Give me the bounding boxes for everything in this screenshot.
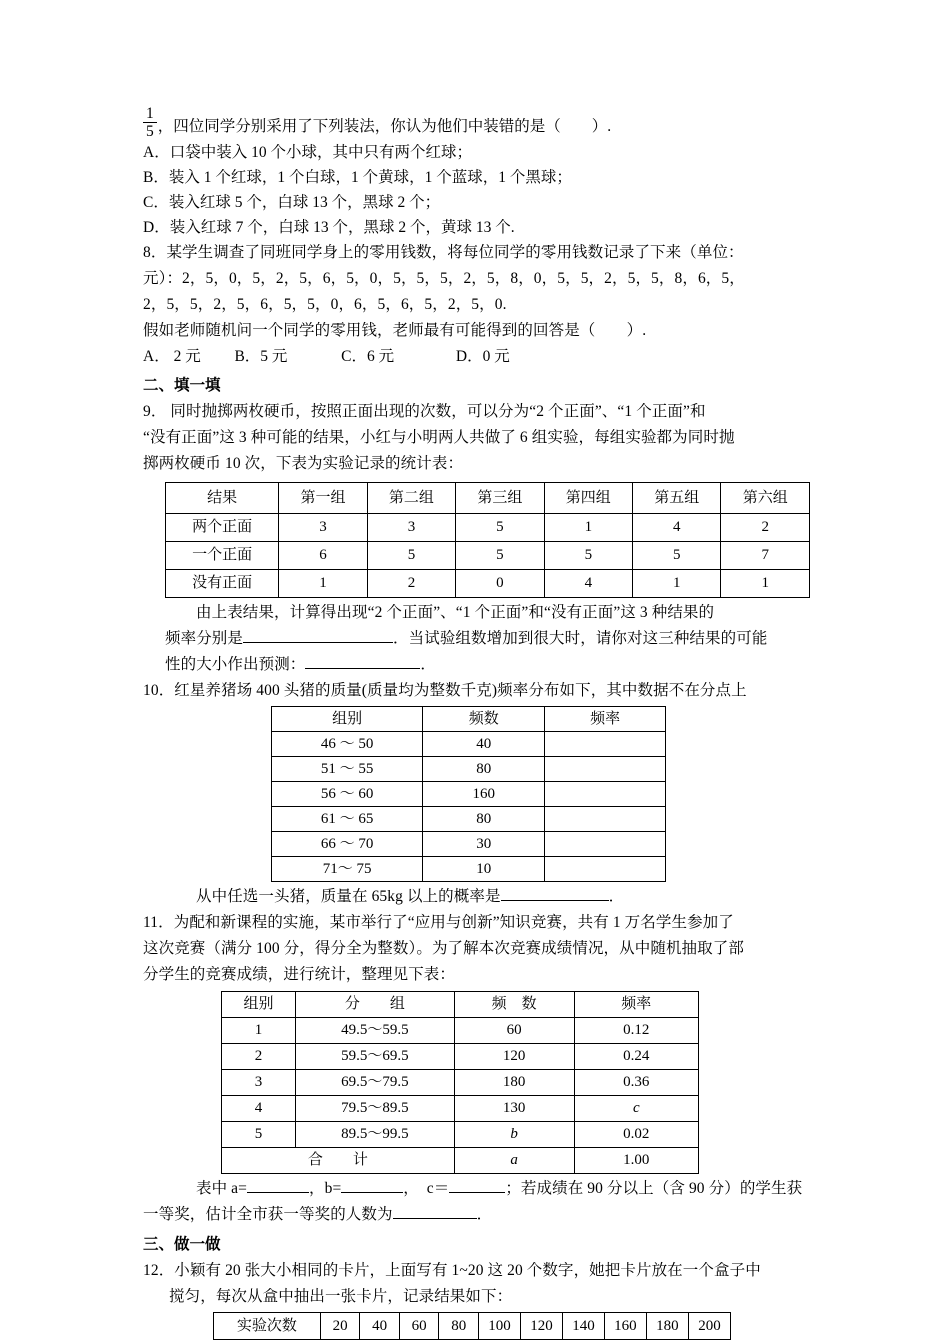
- pig-group-5: 71～ 75: [272, 857, 423, 882]
- coin-header-group-6: 第六组: [721, 483, 810, 514]
- score-group-3: 4: [222, 1096, 296, 1122]
- table-row: [272, 832, 666, 857]
- answer-blank-prediction[interactable]: [305, 653, 420, 669]
- pig-rate-2[interactable]: [545, 782, 666, 807]
- coin-row-label-0: 两个正面: [166, 514, 279, 542]
- competition-score-table: [221, 991, 699, 1174]
- table-row: [272, 757, 666, 782]
- question-11-line-1: 11．为配和新课程的实施，某市举行了“应用与创新”知识竞赛，共有 1 万名学生参加了: [143, 914, 734, 931]
- question-8-line-1: 8．某学生调查了同班同学身上的零用钱数，将每位同学的零用钱数记录了下来（单位：: [143, 244, 744, 261]
- question-8-option-a: A． 2 元: [143, 348, 201, 365]
- score-rate-2: 0.36: [574, 1070, 698, 1096]
- table-row: [214, 1313, 731, 1340]
- question-10-stem: 10．红星养猪场 400 头猪的质量(质量均为整数千克)频率分布如下，其中数据不在分点上: [143, 682, 747, 699]
- answer-blank-first-prize-count[interactable]: [393, 1203, 477, 1219]
- trials-value-3: 80: [439, 1313, 479, 1340]
- score-total-frequency: a: [454, 1148, 574, 1174]
- answer-blank-c[interactable]: [449, 1177, 505, 1193]
- question-10-after-text: ．: [608, 888, 625, 905]
- coin-cell-0-3: 1: [544, 514, 632, 542]
- trials-value-1: 40: [360, 1313, 400, 1340]
- trials-value-8: 180: [646, 1313, 688, 1340]
- question-7-option-a: A．口袋中装入 10 个小球，其中只有两个红球；: [143, 144, 472, 161]
- table-row: [222, 1018, 699, 1044]
- fraction-numerator: 1: [146, 105, 154, 122]
- question-7-stem: [143, 104, 820, 140]
- table-row: [272, 782, 666, 807]
- question-7-option-b: B．装入 1 个红球，1 个白球，1 个黄球，1 个蓝球，1 个黑球；: [143, 169, 572, 186]
- coin-header-group-3: 第三组: [456, 483, 544, 514]
- question-9-blank-label-2: 性的大小作出预测：: [165, 656, 306, 673]
- pig-rate-5[interactable]: [545, 857, 666, 882]
- coin-cell-2-2: 0: [456, 570, 544, 598]
- pig-freq-1: 80: [423, 757, 545, 782]
- score-freq-3: 130: [454, 1096, 574, 1122]
- pig-group-4: 66 ～ 70: [272, 832, 423, 857]
- question-11-after-text-2: ．: [476, 1206, 493, 1223]
- score-range-4: 89.5～99.5: [296, 1122, 455, 1148]
- question-9-line-1: 9． 同时抛掷两枚硬币，按照正面出现的次数，可以分为“2 个正面”、“1 个正面”和: [143, 403, 706, 420]
- table-header-row: [272, 707, 666, 732]
- score-freq-2: 180: [454, 1070, 574, 1096]
- coin-header-group-2: 第二组: [367, 483, 455, 514]
- score-total-label: 合 计: [222, 1148, 455, 1174]
- pig-freq-3: 80: [423, 807, 545, 832]
- trials-value-4: 100: [478, 1313, 520, 1340]
- table-row: [222, 1044, 699, 1070]
- table-row: [272, 732, 666, 757]
- question-11-blank-label-2: 一等奖，估计全市获一等奖的人数为: [143, 1206, 393, 1223]
- table-row: [222, 1070, 699, 1096]
- answer-blank-b[interactable]: [341, 1177, 403, 1193]
- question-12-line-2: 搅匀，每次从盒中抽出一张卡片，记录结果如下：: [169, 1288, 513, 1305]
- table-header-row: [222, 992, 699, 1018]
- pig-group-1: 51 ～ 55: [272, 757, 423, 782]
- question-8-options: [143, 344, 820, 369]
- pig-rate-4[interactable]: [545, 832, 666, 857]
- pig-header-group: 组别: [272, 707, 423, 732]
- score-header-group: 组别: [222, 992, 296, 1018]
- pig-group-3: 61 ～ 65: [272, 807, 423, 832]
- table-row: [272, 857, 666, 882]
- question-7-option-c: C．装入红球 5 个，白球 13 个，黑球 2 个；: [143, 194, 441, 211]
- question-11-after-text-1: ；若成绩在 90 分以上（含 90 分）的学生获: [505, 1180, 803, 1197]
- coin-cell-1-3: 5: [544, 542, 632, 570]
- coin-header-group-1: 第一组: [279, 483, 367, 514]
- coin-cell-2-4: 1: [633, 570, 721, 598]
- question-9-after-line-3: [143, 652, 820, 678]
- question-8-line-4: 假如老师随机问一个同学的零用钱，老师最有可能得到的回答是（ ）.: [143, 322, 647, 339]
- score-group-1: 2: [222, 1044, 296, 1070]
- fraction-denominator: 5: [143, 122, 157, 141]
- question-10-blank-label: 从中任选一头猪，质量在 65kg 以上的概率是: [196, 888, 501, 905]
- score-range-1: 59.5～69.5: [296, 1044, 455, 1070]
- coin-header-result: 结果: [166, 483, 279, 514]
- coin-header-group-5: 第五组: [633, 483, 721, 514]
- question-8-option-c: C．6 元: [341, 348, 395, 365]
- score-range-0: 49.5～59.5: [296, 1018, 455, 1044]
- coin-toss-table: [165, 482, 810, 598]
- score-header-frequency: 频 数: [454, 992, 574, 1018]
- trials-value-7: 160: [604, 1313, 646, 1340]
- coin-cell-1-2: 5: [456, 542, 544, 570]
- coin-cell-0-1: 3: [367, 514, 455, 542]
- question-11-label-a: 表中 a=: [196, 1180, 247, 1197]
- score-freq-1: 120: [454, 1044, 574, 1070]
- pig-freq-4: 30: [423, 832, 545, 857]
- score-rate-3: c: [574, 1096, 698, 1122]
- question-9-after-text-3: ．: [420, 656, 437, 673]
- trials-value-9: 200: [688, 1313, 730, 1340]
- score-rate-1: 0.24: [574, 1044, 698, 1070]
- coin-cell-0-2: 5: [456, 514, 544, 542]
- coin-cell-0-5: 2: [721, 514, 810, 542]
- question-8-option-b: B．5 元: [234, 348, 288, 365]
- table-row: [166, 542, 810, 570]
- coin-cell-2-3: 4: [544, 570, 632, 598]
- question-10-after-line: [143, 884, 820, 910]
- card-trials-table: [213, 1312, 731, 1340]
- trials-value-0: 20: [320, 1313, 360, 1340]
- answer-blank-frequencies[interactable]: [243, 627, 393, 643]
- question-9-blank-label-1: 频率分别是: [165, 630, 244, 647]
- section-heading-2: 二、填一填: [143, 377, 221, 394]
- question-11-line-2: 这次竞赛（满分 100 分，得分全为整数）。为了解本次竞赛成绩情况，从中随机抽取了部: [143, 940, 744, 957]
- table-row: [222, 1122, 699, 1148]
- question-11-after-line-1: [143, 1176, 820, 1202]
- coin-cell-1-0: 6: [279, 542, 367, 570]
- question-9-line-2: “没有正面”这 3 种可能的结果，小红与小明两人共做了 6 组实验，每组实验都为同时抛: [143, 429, 735, 446]
- table-row: [272, 807, 666, 832]
- table-header-row: [166, 483, 810, 514]
- trials-value-5: 120: [520, 1313, 562, 1340]
- pig-header-frequency: 频数: [423, 707, 545, 732]
- fraction-one-fifth: [143, 105, 157, 141]
- coin-cell-1-5: 7: [721, 542, 810, 570]
- question-9-after-line-1: 由上表结果，计算得出现“2 个正面”、“1 个正面”和“没有正面”这 3 种结果的: [196, 604, 715, 621]
- question-8-option-d: D．0 元: [455, 348, 510, 365]
- question-7-stem-tail: ，四位同学分别采用了下列装法，你认为他们中装错的是（ ）.: [157, 118, 612, 135]
- trials-value-2: 60: [399, 1313, 439, 1340]
- question-9-after-text-2: ．当试验组数增加到很大时，请你对这三种结果的可能: [393, 630, 768, 647]
- coin-cell-2-0: 1: [279, 570, 367, 598]
- score-range-2: 69.5～79.5: [296, 1070, 455, 1096]
- score-freq-0: 60: [454, 1018, 574, 1044]
- pig-freq-0: 40: [423, 732, 545, 757]
- pig-header-rate: 频率: [545, 707, 666, 732]
- table-row: [166, 570, 810, 598]
- table-row: [166, 514, 810, 542]
- question-11-label-c: ， c＝: [403, 1180, 450, 1197]
- question-11-after-line-2: [143, 1202, 820, 1228]
- question-8-line-3: 2，5，5，2，5，6，5，5，0，6，5，6，5，2，5，0.: [143, 296, 507, 313]
- question-9-after-line-2: [143, 626, 820, 652]
- score-header-rate: 频率: [574, 992, 698, 1018]
- score-rate-4: 0.02: [574, 1122, 698, 1148]
- score-header-range: 分 组: [296, 992, 455, 1018]
- question-8-line-2: 元）：2，5，0，5，2，5，6，5，0，5，5，5，2，5，8，0，5，5，2，5，5，8，6，5，: [143, 270, 745, 287]
- section-heading-3: 三、做一做: [143, 1236, 221, 1253]
- score-group-4: 5: [222, 1122, 296, 1148]
- score-group-0: 1: [222, 1018, 296, 1044]
- score-total-rate: 1.00: [574, 1148, 698, 1174]
- pig-freq-2: 160: [423, 782, 545, 807]
- coin-cell-2-1: 2: [367, 570, 455, 598]
- coin-cell-2-5: 1: [721, 570, 810, 598]
- question-11-line-3: 分学生的竞赛成绩，进行统计，整理见下表：: [143, 966, 456, 983]
- coin-cell-1-1: 5: [367, 542, 455, 570]
- pig-rate-0[interactable]: [545, 732, 666, 757]
- trials-value-6: 140: [562, 1313, 604, 1340]
- pig-weight-table: [271, 706, 666, 882]
- question-12-line-1: 12．小颖有 20 张大小相同的卡片，上面写有 1~20 这 20 个数字，她把卡片放在一个盒子中: [143, 1262, 761, 1279]
- answer-blank-a[interactable]: [247, 1177, 309, 1193]
- pig-freq-5: 10: [423, 857, 545, 882]
- pig-rate-3[interactable]: [545, 807, 666, 832]
- score-range-3: 79.5～89.5: [296, 1096, 455, 1122]
- trials-row-label: 实验次数: [214, 1313, 321, 1340]
- table-total-row: [222, 1148, 699, 1174]
- coin-cell-0-4: 4: [633, 514, 721, 542]
- pig-group-2: 56 ～ 60: [272, 782, 423, 807]
- coin-header-group-4: 第四组: [544, 483, 632, 514]
- score-rate-0: 0.12: [574, 1018, 698, 1044]
- question-9-line-3: 掷两枚硬币 10 次，下表为实验记录的统计表：: [143, 455, 464, 472]
- question-11-label-b: ，b=: [309, 1180, 342, 1197]
- pig-rate-1[interactable]: [545, 757, 666, 782]
- table-row: [222, 1096, 699, 1122]
- coin-cell-0-0: 3: [279, 514, 367, 542]
- coin-cell-1-4: 5: [633, 542, 721, 570]
- pig-group-0: 46 ～ 50: [272, 732, 423, 757]
- question-7-option-d: D．装入红球 7 个，白球 13 个，黑球 2 个，黄球 13 个.: [143, 219, 515, 236]
- score-group-2: 3: [222, 1070, 296, 1096]
- coin-row-label-2: 没有正面: [166, 570, 279, 598]
- coin-row-label-1: 一个正面: [166, 542, 279, 570]
- score-freq-4: b: [454, 1122, 574, 1148]
- answer-blank-pig-probability[interactable]: [501, 885, 609, 901]
